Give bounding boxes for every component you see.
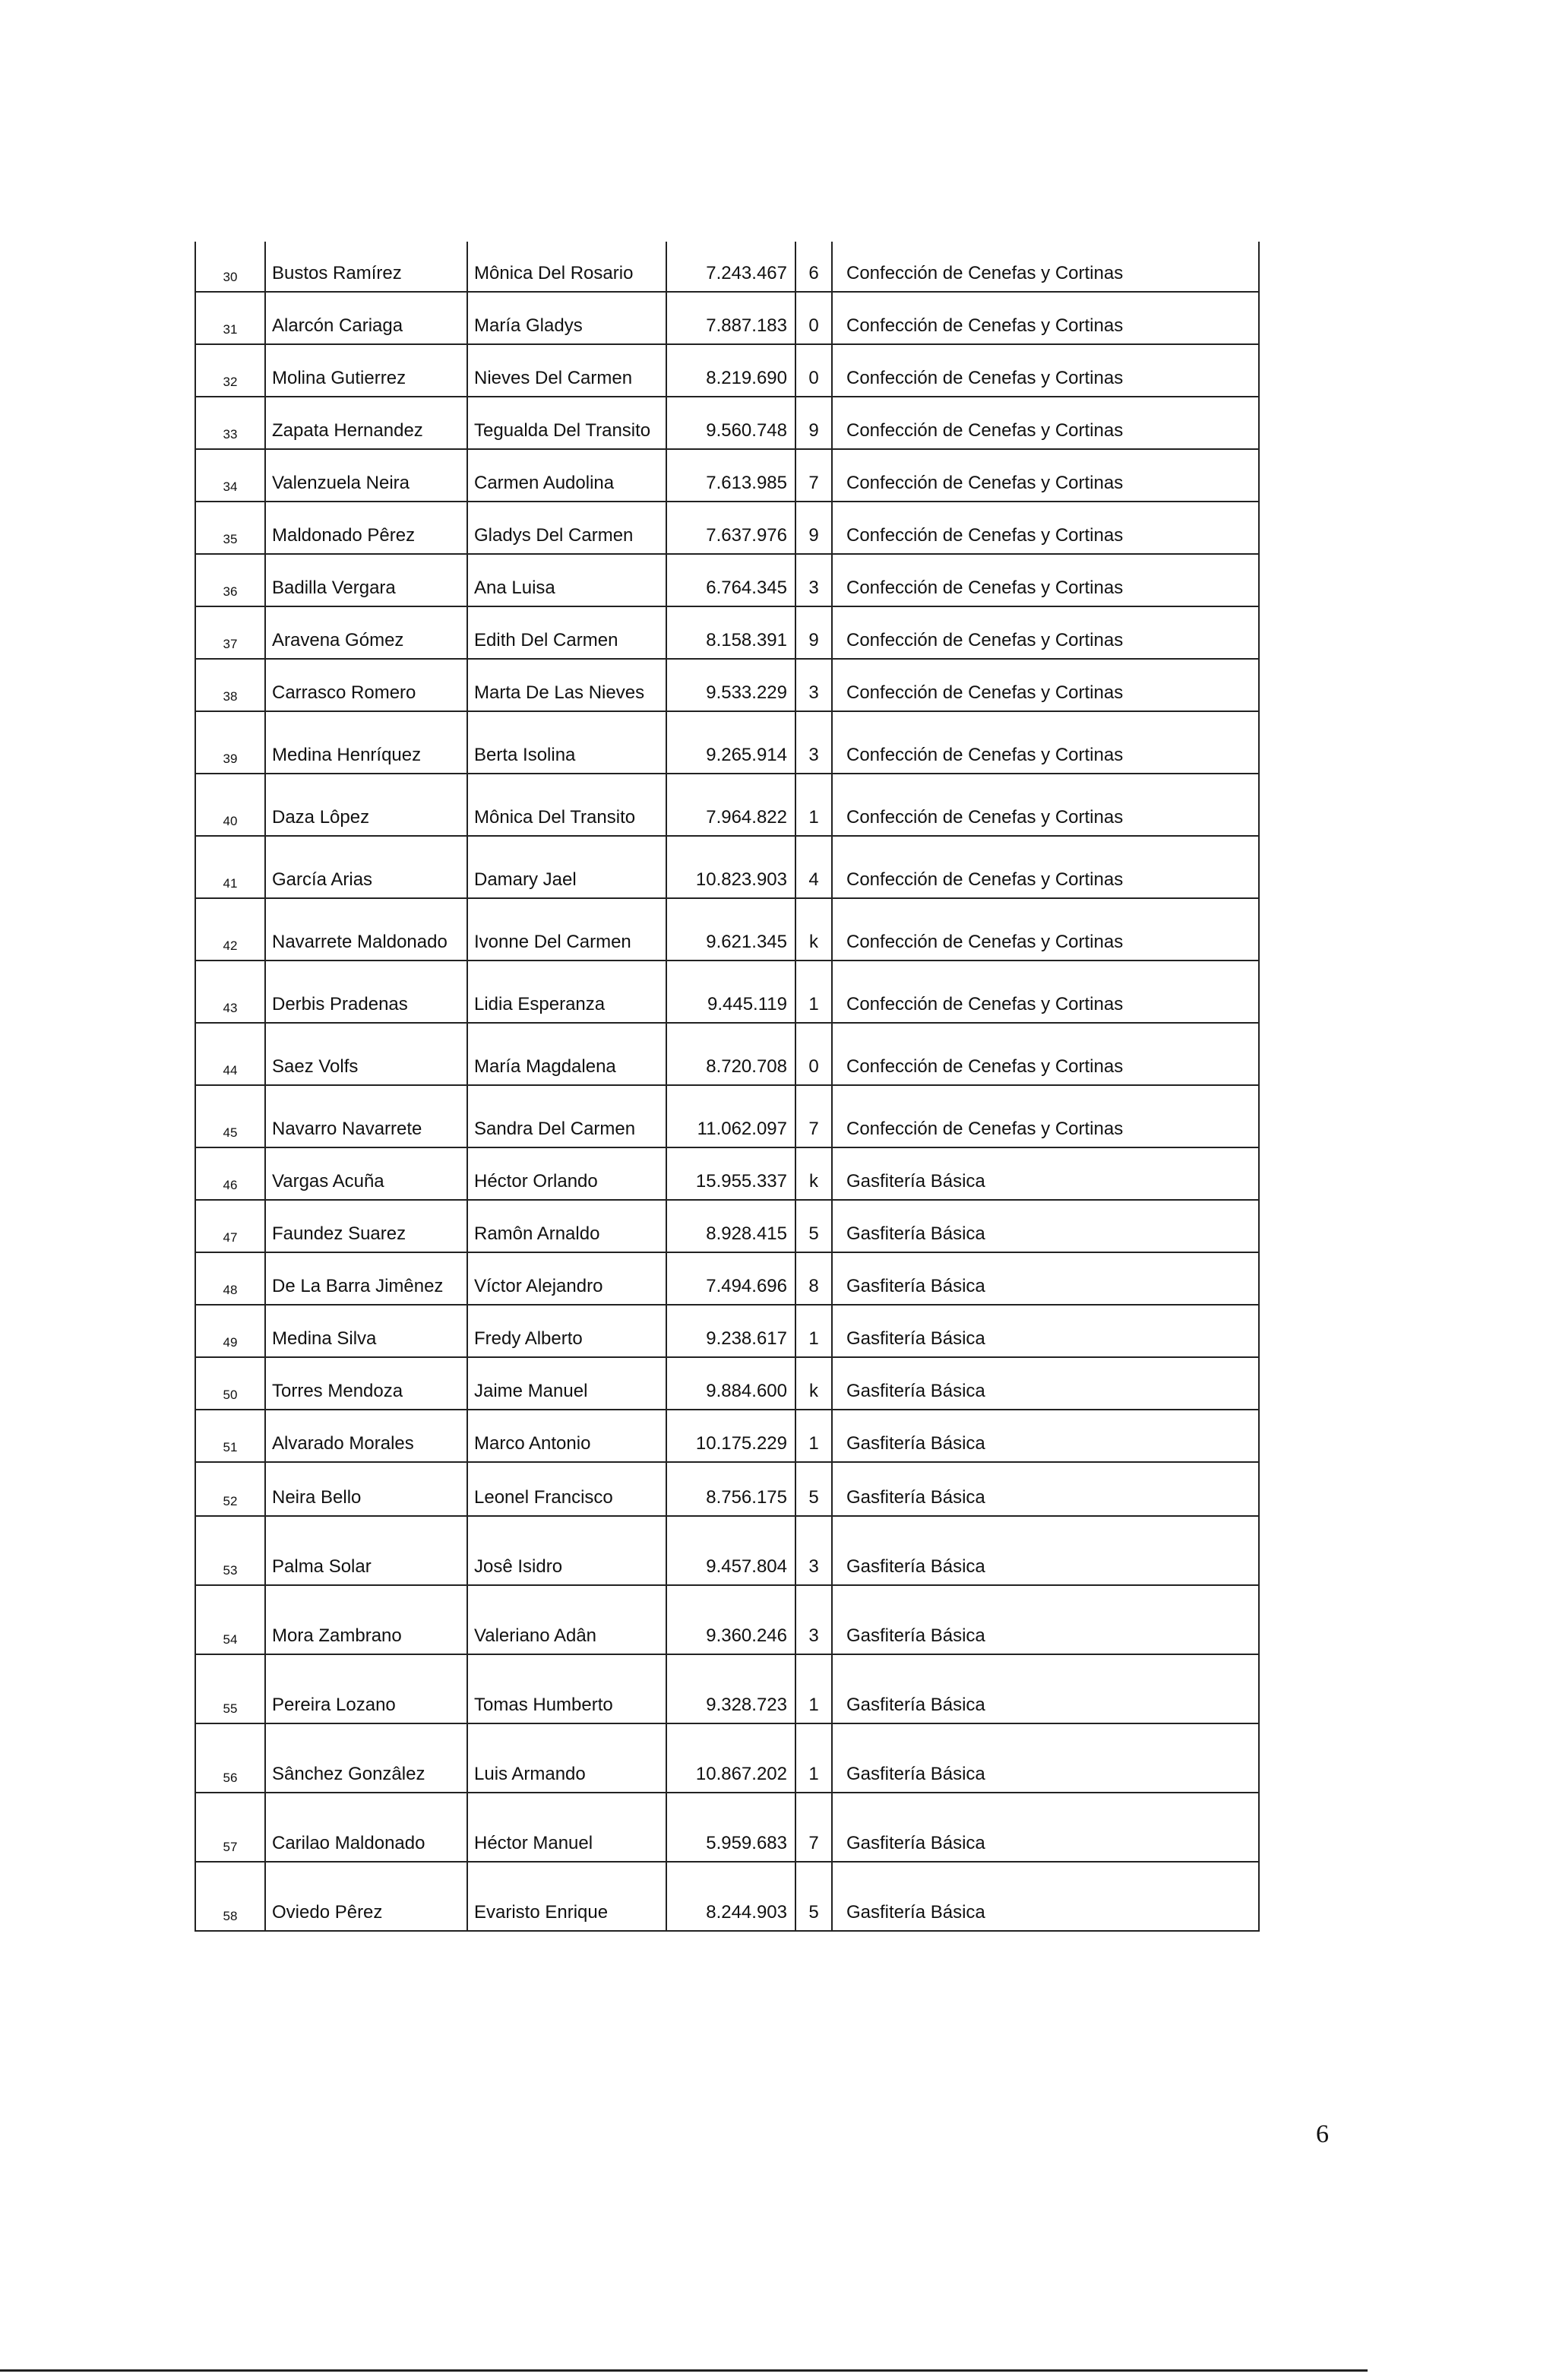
check-digit-cell: 1 xyxy=(795,961,832,1023)
given-names-cell: Gladys Del Carmen xyxy=(467,502,666,554)
check-digit-cell: 3 xyxy=(795,554,832,606)
check-digit-cell: 1 xyxy=(795,1305,832,1357)
row-number: 39 xyxy=(195,711,265,774)
surname-cell: Bustos Ramírez xyxy=(265,242,467,292)
check-digit-cell: 8 xyxy=(795,1252,832,1305)
check-digit-cell: 9 xyxy=(795,502,832,554)
rut-cell: 8.219.690 xyxy=(666,344,795,397)
rut-cell: 7.243.467 xyxy=(666,242,795,292)
row-number: 58 xyxy=(195,1862,265,1931)
rut-cell: 15.955.337 xyxy=(666,1147,795,1200)
surname-cell: Navarro Navarrete xyxy=(265,1085,467,1147)
surname-cell: Daza Lôpez xyxy=(265,774,467,836)
surname-cell: Neira Bello xyxy=(265,1462,467,1516)
rut-cell: 10.867.202 xyxy=(666,1723,795,1793)
check-digit-cell: 1 xyxy=(795,774,832,836)
row-number: 50 xyxy=(195,1357,265,1410)
row-number: 38 xyxy=(195,659,265,711)
table-row xyxy=(195,1585,1259,1654)
surname-cell: Sânchez Gonzâlez xyxy=(265,1723,467,1793)
course-cell: Confección de Cenefas y Cortinas xyxy=(832,397,1259,449)
rut-cell: 8.928.415 xyxy=(666,1200,795,1252)
table-row xyxy=(195,397,1259,449)
given-names-cell: Tomas Humberto xyxy=(467,1654,666,1723)
course-cell: Gasfitería Básica xyxy=(832,1147,1259,1200)
participants-table xyxy=(194,242,1260,1932)
row-number: 53 xyxy=(195,1516,265,1585)
given-names-cell: Edith Del Carmen xyxy=(467,606,666,659)
row-number: 51 xyxy=(195,1410,265,1462)
given-names-cell: Leonel Francisco xyxy=(467,1462,666,1516)
course-cell: Confección de Cenefas y Cortinas xyxy=(832,898,1259,961)
rut-cell: 9.328.723 xyxy=(666,1654,795,1723)
given-names-cell: Tegualda Del Transito xyxy=(467,397,666,449)
table-row xyxy=(195,1462,1259,1516)
rut-cell: 9.360.246 xyxy=(666,1585,795,1654)
course-cell: Gasfitería Básica xyxy=(832,1862,1259,1931)
table-row xyxy=(195,502,1259,554)
row-number: 31 xyxy=(195,292,265,344)
rut-cell: 9.884.600 xyxy=(666,1357,795,1410)
course-cell: Gasfitería Básica xyxy=(832,1462,1259,1516)
rut-cell: 7.887.183 xyxy=(666,292,795,344)
check-digit-cell: 5 xyxy=(795,1862,832,1931)
surname-cell: Vargas Acuña xyxy=(265,1147,467,1200)
check-digit-cell: k xyxy=(795,1147,832,1200)
given-names-cell: Carmen Audolina xyxy=(467,449,666,502)
row-number: 54 xyxy=(195,1585,265,1654)
check-digit-cell: 5 xyxy=(795,1462,832,1516)
row-number: 46 xyxy=(195,1147,265,1200)
check-digit-cell: 9 xyxy=(795,397,832,449)
check-digit-cell: 3 xyxy=(795,659,832,711)
course-cell: Confección de Cenefas y Cortinas xyxy=(832,292,1259,344)
footer-rule xyxy=(0,2369,1368,2372)
given-names-cell: Valeriano Adân xyxy=(467,1585,666,1654)
check-digit-cell: 7 xyxy=(795,449,832,502)
rut-cell: 11.062.097 xyxy=(666,1085,795,1147)
given-names-cell: Ramôn Arnaldo xyxy=(467,1200,666,1252)
participants-table-body xyxy=(195,242,1259,1931)
table-row xyxy=(195,1252,1259,1305)
surname-cell: Mora Zambrano xyxy=(265,1585,467,1654)
given-names-cell: Nieves Del Carmen xyxy=(467,344,666,397)
row-number: 43 xyxy=(195,961,265,1023)
surname-cell: García Arias xyxy=(265,836,467,898)
course-cell: Gasfitería Básica xyxy=(832,1357,1259,1410)
surname-cell: Aravena Gómez xyxy=(265,606,467,659)
row-number: 33 xyxy=(195,397,265,449)
rut-cell: 9.560.748 xyxy=(666,397,795,449)
rut-cell: 9.238.617 xyxy=(666,1305,795,1357)
surname-cell: Pereira Lozano xyxy=(265,1654,467,1723)
check-digit-cell: k xyxy=(795,898,832,961)
rut-cell: 8.244.903 xyxy=(666,1862,795,1931)
check-digit-cell: 4 xyxy=(795,836,832,898)
given-names-cell: Mônica Del Transito xyxy=(467,774,666,836)
course-cell: Confección de Cenefas y Cortinas xyxy=(832,711,1259,774)
check-digit-cell: 0 xyxy=(795,292,832,344)
rut-cell: 9.533.229 xyxy=(666,659,795,711)
table-row xyxy=(195,1200,1259,1252)
surname-cell: Navarrete Maldonado xyxy=(265,898,467,961)
course-cell: Confección de Cenefas y Cortinas xyxy=(832,774,1259,836)
course-cell: Gasfitería Básica xyxy=(832,1585,1259,1654)
row-number: 42 xyxy=(195,898,265,961)
course-cell: Gasfitería Básica xyxy=(832,1723,1259,1793)
surname-cell: Torres Mendoza xyxy=(265,1357,467,1410)
given-names-cell: Fredy Alberto xyxy=(467,1305,666,1357)
row-number: 41 xyxy=(195,836,265,898)
check-digit-cell: 5 xyxy=(795,1200,832,1252)
table-row xyxy=(195,1793,1259,1862)
surname-cell: De La Barra Jimênez xyxy=(265,1252,467,1305)
table-row xyxy=(195,1147,1259,1200)
surname-cell: Palma Solar xyxy=(265,1516,467,1585)
given-names-cell: Marta De Las Nieves xyxy=(467,659,666,711)
course-cell: Confección de Cenefas y Cortinas xyxy=(832,1023,1259,1085)
course-cell: Confección de Cenefas y Cortinas xyxy=(832,659,1259,711)
row-number: 32 xyxy=(195,344,265,397)
surname-cell: Saez Volfs xyxy=(265,1023,467,1085)
row-number: 35 xyxy=(195,502,265,554)
course-cell: Confección de Cenefas y Cortinas xyxy=(832,961,1259,1023)
given-names-cell: Damary Jael xyxy=(467,836,666,898)
rut-cell: 9.457.804 xyxy=(666,1516,795,1585)
given-names-cell: María Gladys xyxy=(467,292,666,344)
surname-cell: Carilao Maldonado xyxy=(265,1793,467,1862)
given-names-cell: Víctor Alejandro xyxy=(467,1252,666,1305)
rut-cell: 5.959.683 xyxy=(666,1793,795,1862)
surname-cell: Medina Silva xyxy=(265,1305,467,1357)
check-digit-cell: k xyxy=(795,1357,832,1410)
course-cell: Gasfitería Básica xyxy=(832,1252,1259,1305)
rut-cell: 7.637.976 xyxy=(666,502,795,554)
given-names-cell: Marco Antonio xyxy=(467,1410,666,1462)
course-cell: Confección de Cenefas y Cortinas xyxy=(832,606,1259,659)
check-digit-cell: 9 xyxy=(795,606,832,659)
check-digit-cell: 7 xyxy=(795,1085,832,1147)
row-number: 45 xyxy=(195,1085,265,1147)
surname-cell: Maldonado Pêrez xyxy=(265,502,467,554)
surname-cell: Molina Gutierrez xyxy=(265,344,467,397)
surname-cell: Derbis Pradenas xyxy=(265,961,467,1023)
table-row xyxy=(195,1357,1259,1410)
check-digit-cell: 1 xyxy=(795,1723,832,1793)
table-row xyxy=(195,961,1259,1023)
check-digit-cell: 0 xyxy=(795,344,832,397)
rut-cell: 9.621.345 xyxy=(666,898,795,961)
row-number: 44 xyxy=(195,1023,265,1085)
row-number: 49 xyxy=(195,1305,265,1357)
rut-cell: 8.720.708 xyxy=(666,1023,795,1085)
row-number: 47 xyxy=(195,1200,265,1252)
row-number: 36 xyxy=(195,554,265,606)
rut-cell: 9.265.914 xyxy=(666,711,795,774)
check-digit-cell: 1 xyxy=(795,1654,832,1723)
rut-cell: 7.494.696 xyxy=(666,1252,795,1305)
course-cell: Gasfitería Básica xyxy=(832,1654,1259,1723)
course-cell: Confección de Cenefas y Cortinas xyxy=(832,449,1259,502)
check-digit-cell: 1 xyxy=(795,1410,832,1462)
rut-cell: 7.964.822 xyxy=(666,774,795,836)
table-row xyxy=(195,344,1259,397)
page-number: 6 xyxy=(1316,2120,1329,2148)
table-row xyxy=(195,449,1259,502)
table-row xyxy=(195,292,1259,344)
row-number: 56 xyxy=(195,1723,265,1793)
rut-cell: 8.756.175 xyxy=(666,1462,795,1516)
table-row xyxy=(195,711,1259,774)
check-digit-cell: 3 xyxy=(795,1516,832,1585)
given-names-cell: Jaime Manuel xyxy=(467,1357,666,1410)
table-row xyxy=(195,774,1259,836)
given-names-cell: Josê Isidro xyxy=(467,1516,666,1585)
rut-cell: 10.175.229 xyxy=(666,1410,795,1462)
check-digit-cell: 3 xyxy=(795,1585,832,1654)
table-row xyxy=(195,242,1259,292)
row-number: 34 xyxy=(195,449,265,502)
table-row xyxy=(195,1085,1259,1147)
table-row xyxy=(195,1305,1259,1357)
table-row xyxy=(195,1410,1259,1462)
course-cell: Gasfitería Básica xyxy=(832,1793,1259,1862)
table-row xyxy=(195,1023,1259,1085)
surname-cell: Carrasco Romero xyxy=(265,659,467,711)
given-names-cell: Héctor Manuel xyxy=(467,1793,666,1862)
rut-cell: 10.823.903 xyxy=(666,836,795,898)
table-row xyxy=(195,554,1259,606)
course-cell: Confección de Cenefas y Cortinas xyxy=(832,554,1259,606)
check-digit-cell: 3 xyxy=(795,711,832,774)
given-names-cell: Lidia Esperanza xyxy=(467,961,666,1023)
check-digit-cell: 0 xyxy=(795,1023,832,1085)
surname-cell: Oviedo Pêrez xyxy=(265,1862,467,1931)
given-names-cell: Mônica Del Rosario xyxy=(467,242,666,292)
surname-cell: Zapata Hernandez xyxy=(265,397,467,449)
given-names-cell: Ivonne Del Carmen xyxy=(467,898,666,961)
given-names-cell: Sandra Del Carmen xyxy=(467,1085,666,1147)
table-row xyxy=(195,898,1259,961)
row-number: 52 xyxy=(195,1462,265,1516)
row-number: 37 xyxy=(195,606,265,659)
course-cell: Gasfitería Básica xyxy=(832,1516,1259,1585)
course-cell: Gasfitería Básica xyxy=(832,1305,1259,1357)
given-names-cell: Luis Armando xyxy=(467,1723,666,1793)
course-cell: Confección de Cenefas y Cortinas xyxy=(832,1085,1259,1147)
row-number: 48 xyxy=(195,1252,265,1305)
row-number: 55 xyxy=(195,1654,265,1723)
surname-cell: Medina Henríquez xyxy=(265,711,467,774)
table-row xyxy=(195,836,1259,898)
rut-cell: 8.158.391 xyxy=(666,606,795,659)
table-row xyxy=(195,606,1259,659)
table-row xyxy=(195,1654,1259,1723)
check-digit-cell: 6 xyxy=(795,242,832,292)
surname-cell: Badilla Vergara xyxy=(265,554,467,606)
course-cell: Confección de Cenefas y Cortinas xyxy=(832,502,1259,554)
rut-cell: 7.613.985 xyxy=(666,449,795,502)
table-row xyxy=(195,1723,1259,1793)
surname-cell: Alvarado Morales xyxy=(265,1410,467,1462)
given-names-cell: Berta Isolina xyxy=(467,711,666,774)
row-number: 40 xyxy=(195,774,265,836)
course-cell: Confección de Cenefas y Cortinas xyxy=(832,344,1259,397)
rut-cell: 9.445.119 xyxy=(666,961,795,1023)
given-names-cell: Héctor Orlando xyxy=(467,1147,666,1200)
course-cell: Gasfitería Básica xyxy=(832,1200,1259,1252)
check-digit-cell: 7 xyxy=(795,1793,832,1862)
surname-cell: Alarcón Cariaga xyxy=(265,292,467,344)
course-cell: Confección de Cenefas y Cortinas xyxy=(832,242,1259,292)
course-cell: Confección de Cenefas y Cortinas xyxy=(832,836,1259,898)
rut-cell: 6.764.345 xyxy=(666,554,795,606)
given-names-cell: María Magdalena xyxy=(467,1023,666,1085)
row-number: 30 xyxy=(195,242,265,292)
table-row xyxy=(195,659,1259,711)
table-row xyxy=(195,1516,1259,1585)
row-number: 57 xyxy=(195,1793,265,1862)
course-cell: Gasfitería Básica xyxy=(832,1410,1259,1462)
given-names-cell: Ana Luisa xyxy=(467,554,666,606)
surname-cell: Valenzuela Neira xyxy=(265,449,467,502)
table-row xyxy=(195,1862,1259,1931)
given-names-cell: Evaristo Enrique xyxy=(467,1862,666,1931)
surname-cell: Faundez Suarez xyxy=(265,1200,467,1252)
